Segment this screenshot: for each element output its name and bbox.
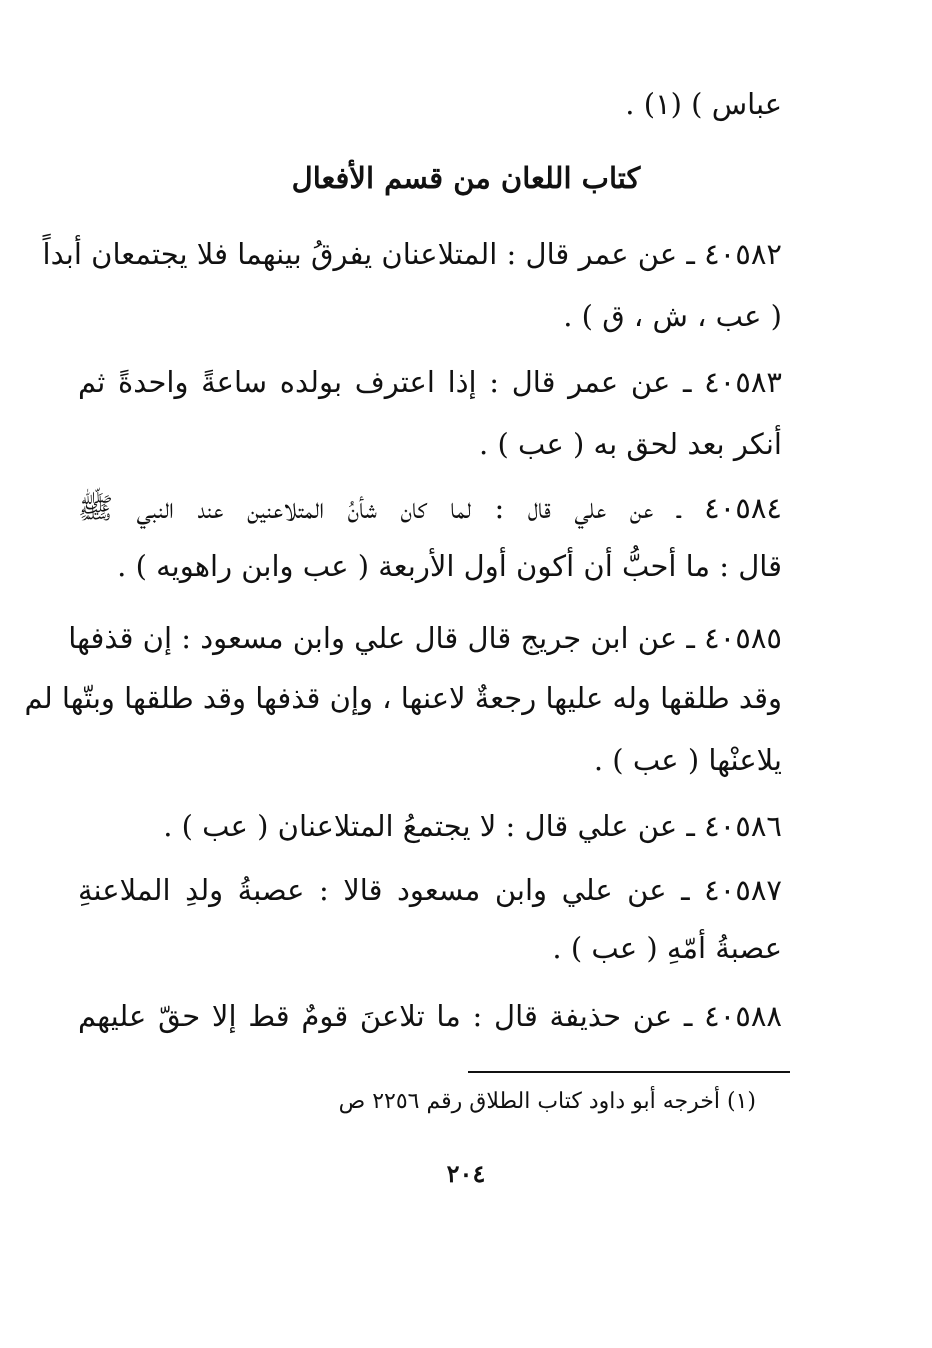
entry-40584-line-1: ٤٠٥٨٤ ـ عن علي قال : لما كان شأنُ المتلاعنين عند النبي ﷺ (78, 491, 782, 525)
entry-40583-line-2: أنكر بعد لحق به ( عب ) . (479, 427, 782, 461)
entry-40587-line-2: عصبةُ أمّهِ ( عب ) . (552, 931, 782, 965)
footnote: (١) أخرجه أبو داود كتاب الطلاق رقم ٢٢٥٦ ص (338, 1089, 756, 1114)
entry-40583-line-1: ٤٠٥٨٣ ـ عن عمر قال : إذا اعترف بولده ساعةً واحدةً ثم (78, 365, 782, 399)
entry-40586-line-1: ٤٠٥٨٦ ـ عن علي قال : لا يجتمعُ المتلاعنان ( عب ) . (163, 809, 782, 843)
entry-40582-line-2: ( عب ، ش ، ق ) . (563, 299, 782, 333)
entry-40587-line-1: ٤٠٥٨٧ ـ عن علي وابن مسعود قالا : عصبةُ ولدِ الملاعنةِ (78, 873, 782, 907)
chapter-title: كتاب اللعان من قسم الأفعال (291, 161, 641, 195)
footnote-divider (468, 1071, 790, 1073)
entry-40585-line-1: ٤٠٥٨٥ ـ عن ابن جريج قال قال علي وابن مسعود : إن قذفها (68, 621, 782, 655)
entry-40588-line-1: ٤٠٥٨٨ ـ عن حذيفة قال : ما تلاعنَ قومٌ قط إلا حقّ عليهم (78, 999, 782, 1033)
entry-40582-line-1: ٤٠٥٨٢ ـ عن عمر قال : المتلاعنان يفرقُ بينهما فلا يجتمعان أبداً (42, 237, 782, 271)
continuation-line: عباس ) (١) . (625, 87, 782, 121)
entry-40584-line-2: قال : ما أحبُّ أن أكون أول الأربعة ( عب وابن راهويه ) . (117, 549, 782, 583)
entry-40585-line-2: وقد طلقها وله عليها رجعةٌ لاعنها ، وإن قذفها وقد طلقها وبتّها لم (24, 681, 782, 715)
page-number: ٢٠٤ (446, 1159, 486, 1188)
entry-40585-line-3: يلاعنْها ( عب ) . (593, 743, 782, 777)
